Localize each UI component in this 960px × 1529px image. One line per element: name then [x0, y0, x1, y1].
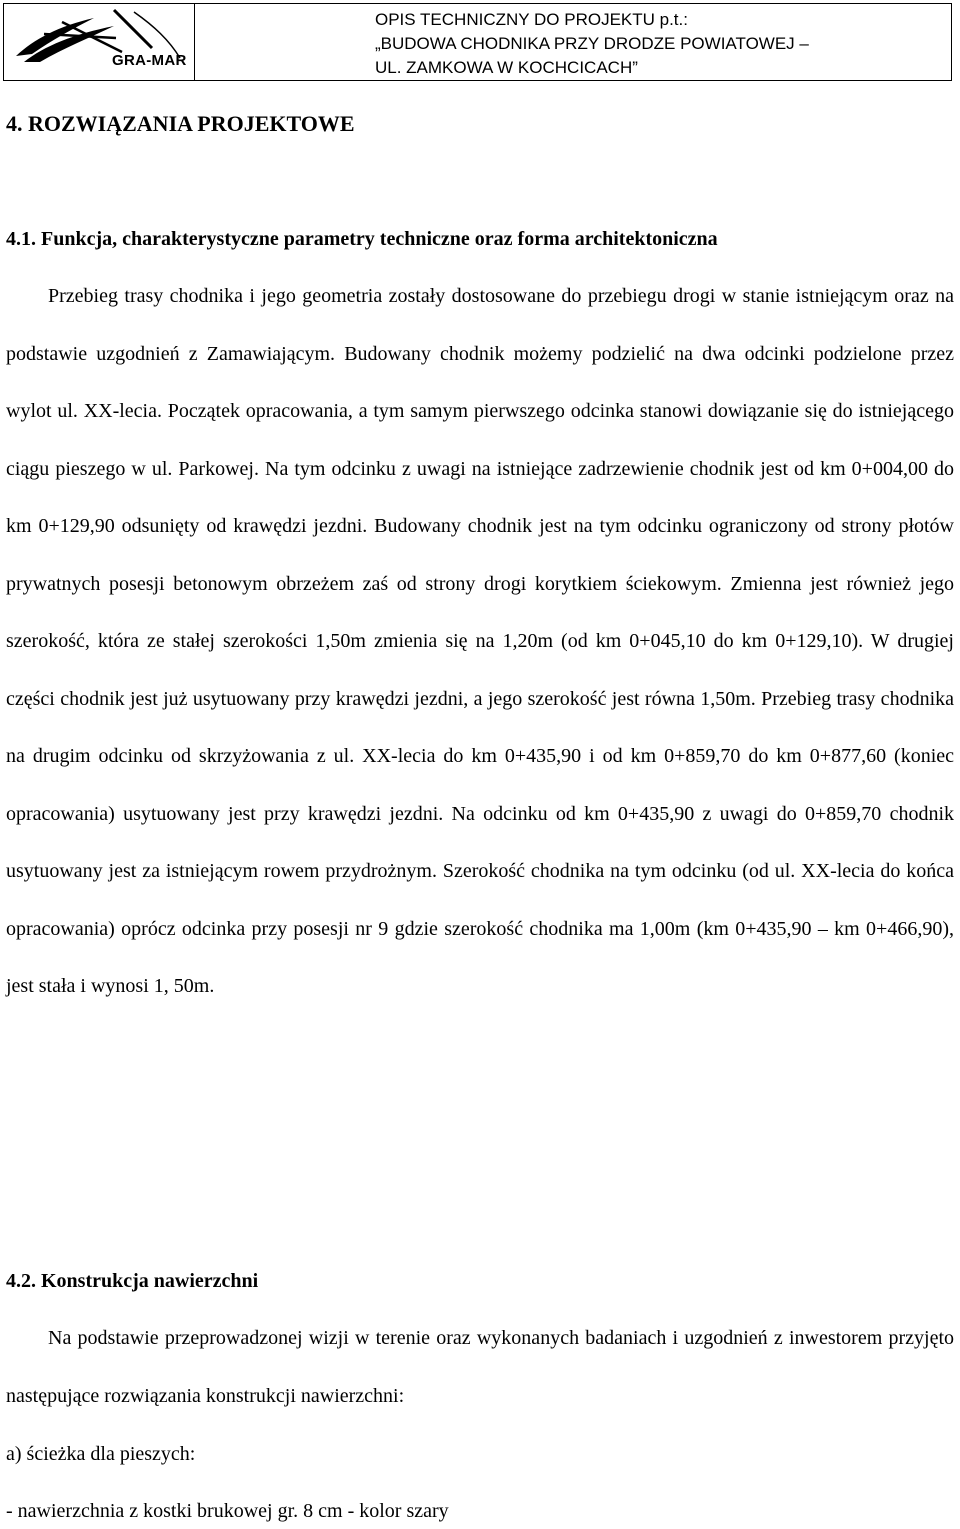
bullet-item-1: - nawierzchnia z kostki brukowej gr. 8 cm - kolor szary [6, 1500, 449, 1522]
subsection-2-paragraph: Na podstawie przeprowadzonej wizji w terenie oraz wykonanych badaniach i uzgodnień z inwestorem przyjęto następujące rozwiązania konstrukcji nawierzchni: [6, 1327, 954, 1407]
list-item-a: a) ścieżka dla pieszych: [6, 1443, 196, 1465]
project-title-block [195, 4, 951, 80]
project-title-line1: OPIS TECHNICZNY DO PROJEKTU p.t.: [375, 10, 688, 29]
section-heading: 4. ROZWIĄZANIA PROJEKTOWE [6, 111, 355, 136]
project-title-line3: UL. ZAMKOWA W KOCHCICACH” [375, 58, 638, 77]
subsection-2-heading: 4.2. Konstrukcja nawierzchni [6, 1270, 259, 1292]
company-logo [4, 4, 195, 80]
document-header [3, 3, 952, 81]
subsection-1-paragraph: Przebieg trasy chodnika i jego geometria zostały dostosowane do przebiegu drogi w stanie istniejącym oraz na podstawie uzgodnień z Zamawiającym. Budowany chodnik możemy podzielić na dwa odcinki podzielone przez wylot ul. XX-lecia. Początek opracowania, a tym samym pierwszego odcinka stanowi dowiązanie się do istniejącego ciągu pieszego w ul. Parkowej. Na tym odcinku z uwagi na istniejące zadrzewienie chodnik jest od km 0+004,00 do km 0+129,90 odsunięty od krawędzi jezdni. Budowany chodnik jest na tym odcinku ograniczony od strony płotów prywatnych posesji betonowym obrzeżem zaś od strony drogi korytkiem ściekowym. Zmienna jest również jego szerokość, która ze stałej szerokości 1,50m zmienia się na 1,20m (od km 0+045,10 do km 0+129,10). W drugiej części chodnik jest już usytuowany przy krawędzi jezdni, a jego szerokość jest równa 1,50m. Przebieg trasy chodnika na drugim odcinku od skrzyżowania z ul. XX-lecia do km 0+435,90 i od km 0+859,70 do km 0+877,60 (koniec opracowania) usytuowany jest przy krawędzi jezdni. Na odcinku od km 0+435,90 z uwagi do 0+859,70 chodnik usytuowany jest za istniejącym rowem przydrożnym. Szerokość chodnika na tym odcinku (od ul. XX-lecia do końca opracowania) oprócz odcinka przy posesji nr 9 gdzie szerokość chodnika ma 1,00m (km 0+435,90 – km 0+466,90), jest stała i wynosi 1, 50m. [6, 285, 954, 997]
logo-text: GRA-MAR [112, 52, 187, 69]
subsection-1-heading: 4.1. Funkcja, charakterystyczne parametry techniczne oraz forma architektoniczna [6, 228, 718, 250]
project-title-line2: „BUDOWA CHODNIKA PRZY DRODZE POWIATOWEJ – [375, 34, 809, 53]
